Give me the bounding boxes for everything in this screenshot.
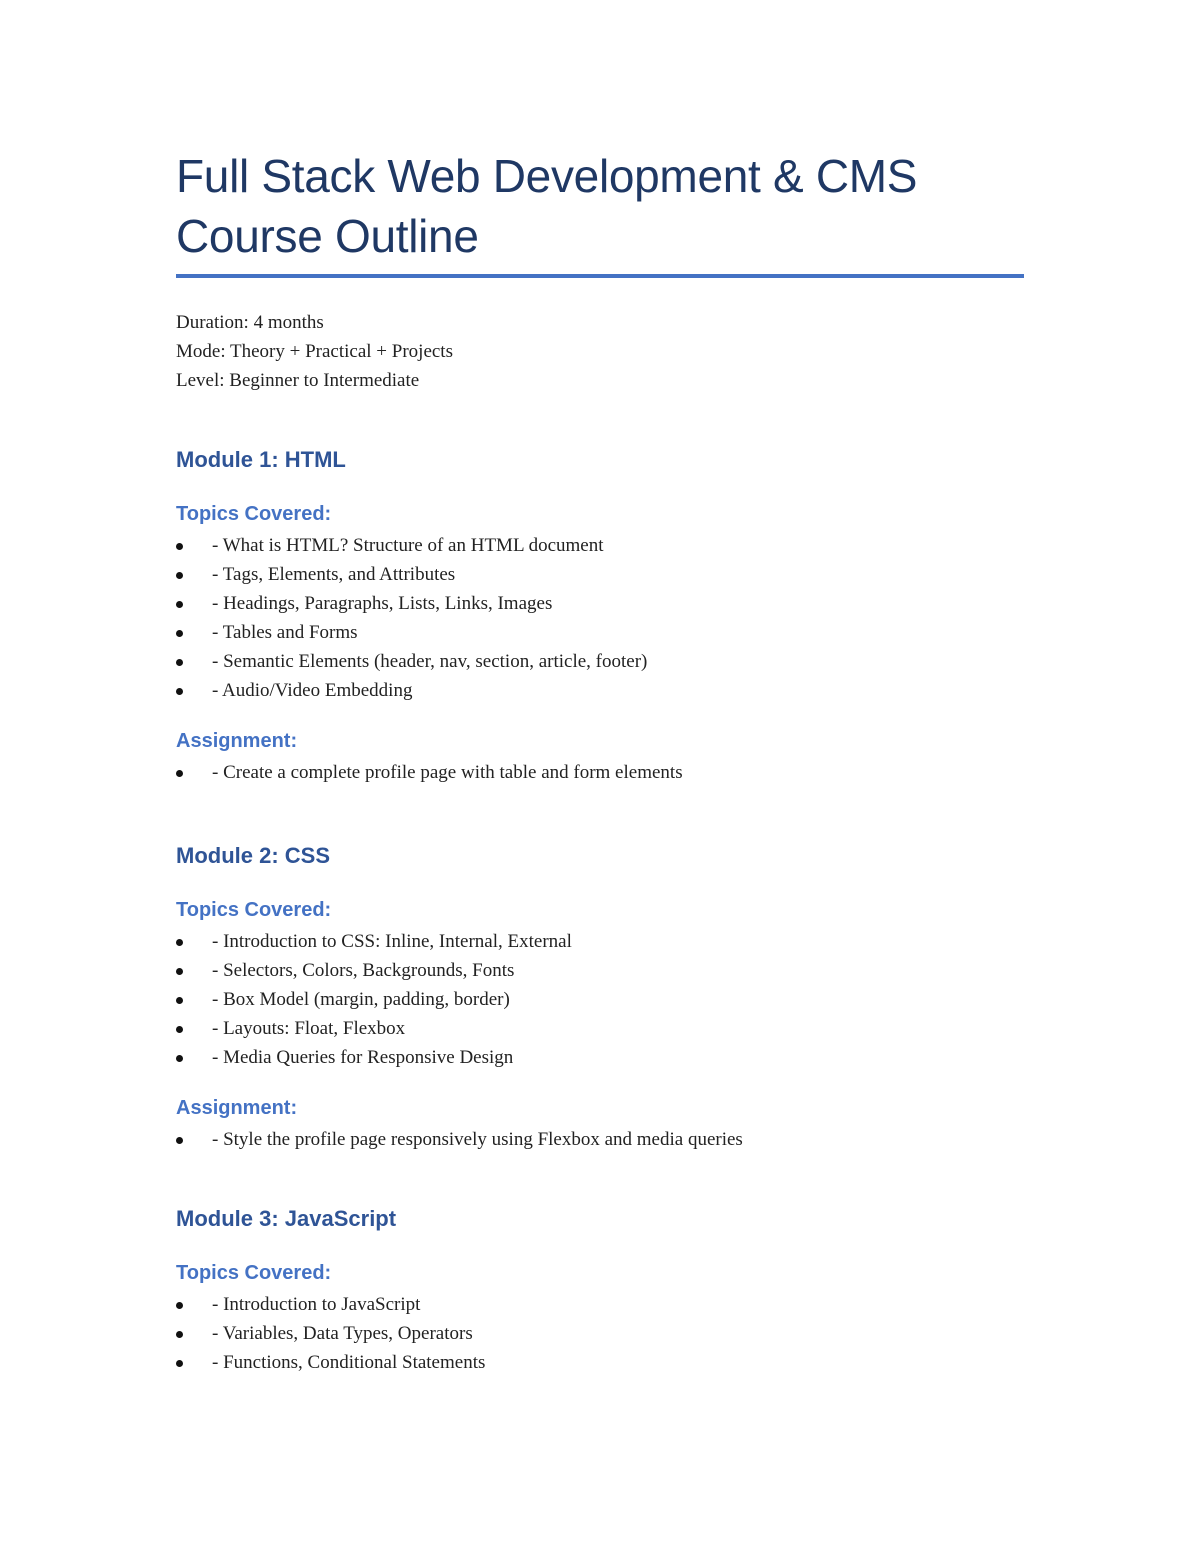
bullet-icon [176, 1302, 183, 1309]
bullet-icon [176, 1137, 183, 1144]
list-item: - Introduction to JavaScript [176, 1290, 1026, 1319]
assignment-list [176, 1125, 1026, 1154]
list-item: - Create a complete profile page with table and form elements [176, 758, 1026, 787]
bullet-icon [176, 1026, 183, 1033]
duration-text: Duration: 4 months [176, 312, 324, 333]
bullet-icon [176, 997, 183, 1004]
topics-list [176, 927, 1026, 1072]
bullet-icon [176, 968, 183, 975]
course-meta [176, 308, 1026, 395]
bullet-icon [176, 1055, 183, 1062]
document-title [176, 146, 1026, 266]
module-2 [176, 841, 1026, 1154]
topics-list [176, 1290, 1026, 1377]
title-line-1: Full Stack Web Development & CMS [176, 150, 918, 202]
assignment-heading: Assignment: [176, 1097, 298, 1119]
list-item: - Media Queries for Responsive Design [176, 1043, 1026, 1072]
list-item: - Functions, Conditional Statements [176, 1348, 1026, 1377]
bullet-icon [176, 543, 183, 550]
level-text: Level: Beginner to Intermediate [176, 370, 420, 391]
bullet-icon [176, 770, 183, 777]
list-item: - Layouts: Float, Flexbox [176, 1014, 1026, 1043]
list-item: - Introduction to CSS: Inline, Internal, External [176, 927, 1026, 956]
list-item: - Audio/Video Embedding [176, 676, 1026, 705]
list-item: - Style the profile page responsively using Flexbox and media queries [176, 1125, 1026, 1154]
list-item: - Semantic Elements (header, nav, section, article, footer) [176, 647, 1026, 676]
bullet-icon [176, 659, 183, 666]
list-item: - Headings, Paragraphs, Lists, Links, Images [176, 589, 1026, 618]
module-heading: Module 3: JavaScript [176, 1206, 397, 1231]
module-3 [176, 1204, 1026, 1377]
bullet-icon [176, 1360, 183, 1367]
topics-heading: Topics Covered: [176, 503, 332, 525]
list-item: - Tables and Forms [176, 618, 1026, 647]
list-item: - What is HTML? Structure of an HTML document [176, 531, 1026, 560]
bullet-icon [176, 1331, 183, 1338]
bullet-icon [176, 572, 183, 579]
assignment-heading: Assignment: [176, 730, 298, 752]
module-heading: Module 2: CSS [176, 843, 331, 868]
title-underline [176, 274, 1024, 278]
bullet-icon [176, 939, 183, 946]
document-content [176, 146, 1026, 1377]
list-item: - Tags, Elements, and Attributes [176, 560, 1026, 589]
bullet-icon [176, 630, 183, 637]
topics-heading: Topics Covered: [176, 899, 332, 921]
topics-heading: Topics Covered: [176, 1262, 332, 1284]
list-item: - Selectors, Colors, Backgrounds, Fonts [176, 956, 1026, 985]
module-heading: Module 1: HTML [176, 447, 346, 472]
mode-text: Mode: Theory + Practical + Projects [176, 341, 453, 362]
module-1 [176, 445, 1026, 787]
bullet-icon [176, 601, 183, 608]
assignment-list [176, 758, 1026, 787]
topics-list [176, 531, 1026, 705]
bullet-icon [176, 688, 183, 695]
title-line-2: Course Outline [176, 210, 479, 262]
list-item: - Box Model (margin, padding, border) [176, 985, 1026, 1014]
list-item: - Variables, Data Types, Operators [176, 1319, 1026, 1348]
